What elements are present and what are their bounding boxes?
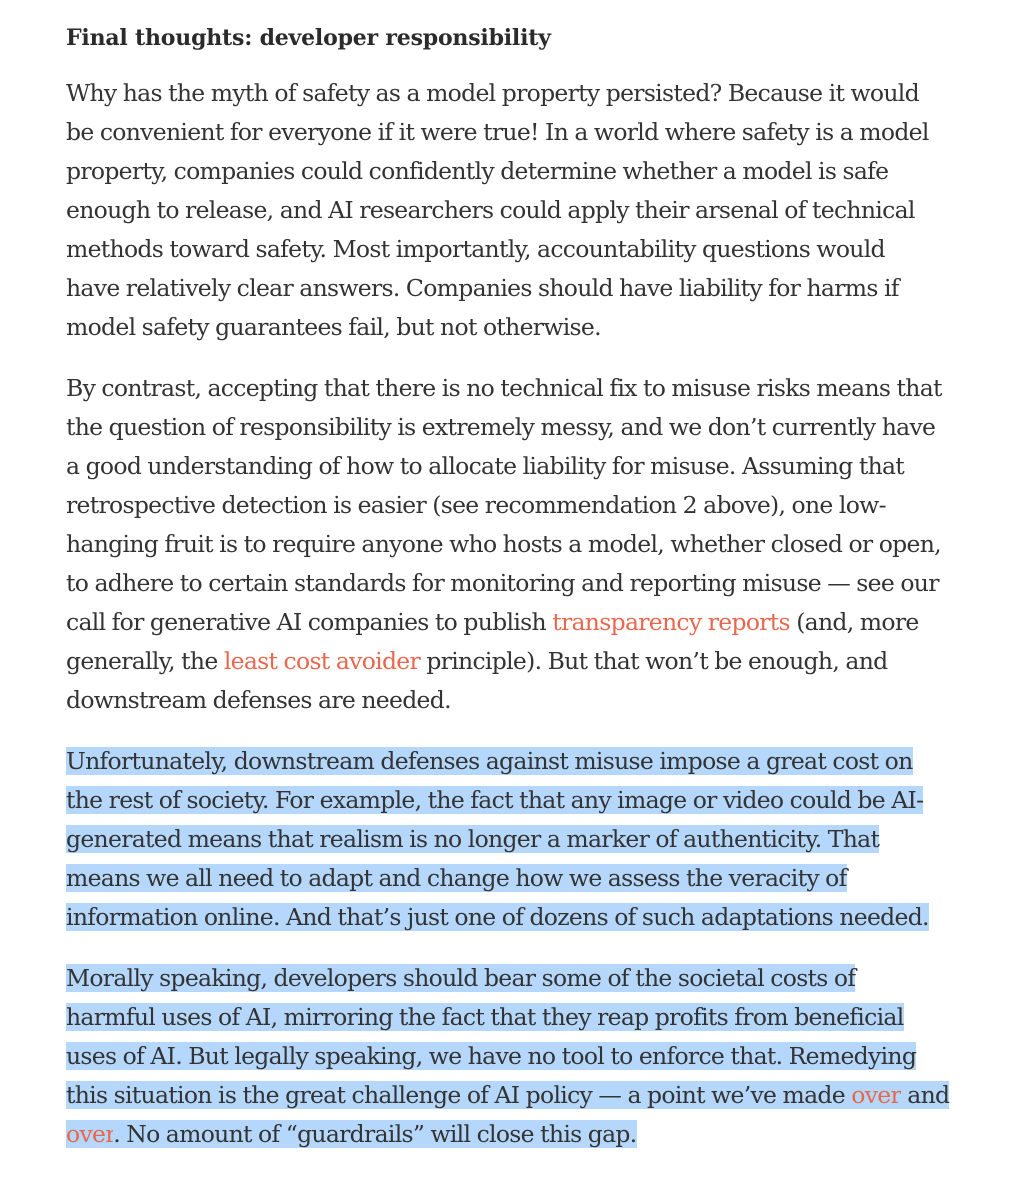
paragraph-line: have relatively clear answers. Companies should have liability for harms if (66, 274, 899, 302)
paragraph-line (66, 959, 960, 998)
paragraph-line: be convenient for everyone if it were true! In a world where safety is a model (66, 118, 929, 146)
paragraph-line: the question of responsibility is extremely messy, and we don’t currently have (66, 413, 936, 441)
selected-text: Unfortunately, downstream defenses against misuse impose a great cost on (66, 747, 913, 775)
selected-text: means we all need to adapt and change how we assess the veracity of (66, 864, 847, 892)
paragraph-line (66, 642, 960, 681)
selected-text: and (901, 1081, 950, 1109)
paragraph-line: Why has the myth of safety as a model property persisted? Because it would (66, 79, 919, 107)
over-link-1[interactable]: over (851, 1081, 902, 1109)
paragraph-line (66, 1037, 960, 1076)
paragraph-line: property, companies could confidently determine whether a model is safe (66, 157, 889, 185)
paragraph-line: enough to release, and AI researchers could apply their arsenal of technical (66, 196, 915, 224)
paragraph-line: By contrast, accepting that there is no technical fix to misuse risks means that (66, 374, 942, 402)
selected-text: this situation is the great challenge of AI policy — a point we’ve made (66, 1081, 852, 1109)
selected-text: uses of AI. But legally speaking, we have no tool to enforce that. Remedying (66, 1042, 917, 1070)
least-cost-avoider-link[interactable]: least cost avoider (223, 647, 421, 675)
selected-text: . No amount of “guardrails” will close this gap. (113, 1120, 637, 1148)
selected-text: information online. And that’s just one of dozens of such adaptations needed. (66, 903, 929, 931)
paragraph-line: retrospective detection is easier (see recommendation 2 above), one low- (66, 491, 886, 519)
paragraph-line (66, 1115, 960, 1154)
text-fragment: (and, more (789, 608, 919, 636)
paragraph-line (66, 998, 960, 1037)
paragraph-line: to adhere to certain standards for monitoring and reporting misuse — see our (66, 569, 939, 597)
paragraph-line: hanging fruit is to require anyone who hosts a model, whether closed or open, (66, 530, 941, 558)
text-fragment: generally, the (66, 647, 224, 675)
paragraph-line: methods toward safety. Most importantly, accountability questions would (66, 235, 885, 263)
selected-text: harmful uses of AI, mirroring the fact that they reap profits from beneficial (66, 1003, 904, 1031)
selected-text: the rest of society. For example, the fact that any image or video could be AI- (66, 786, 924, 814)
paragraph-line (66, 781, 960, 820)
paragraph-line (66, 742, 960, 781)
paragraph-line: downstream defenses are needed. (66, 686, 451, 714)
paragraph-line: a good understanding of how to allocate liability for misuse. Assuming that (66, 452, 905, 480)
paragraph-line (66, 820, 960, 859)
section-heading: Final thoughts: developer responsibility (66, 25, 551, 51)
text-fragment: principle). But that won’t be enough, and (420, 647, 888, 675)
paragraph-2 (66, 369, 960, 720)
paragraph-4-selected (66, 959, 960, 1154)
paragraph-1 (66, 74, 960, 347)
paragraph-line (66, 859, 960, 898)
paragraph-line (66, 898, 960, 937)
selected-text: generated means that realism is no longer a marker of authenticity. That (66, 825, 880, 853)
paragraph-3-selected (66, 742, 960, 937)
selected-text: Morally speaking, developers should bear some of the societal costs of (66, 964, 856, 992)
text-fragment: call for generative AI companies to publish (66, 608, 553, 636)
transparency-reports-link[interactable]: transparency reports (552, 608, 790, 636)
paragraph-line: model safety guarantees fail, but not otherwise. (66, 313, 601, 341)
paragraph-line (66, 603, 960, 642)
over-link-2[interactable]: over (66, 1120, 114, 1148)
paragraph-line (66, 1076, 960, 1115)
